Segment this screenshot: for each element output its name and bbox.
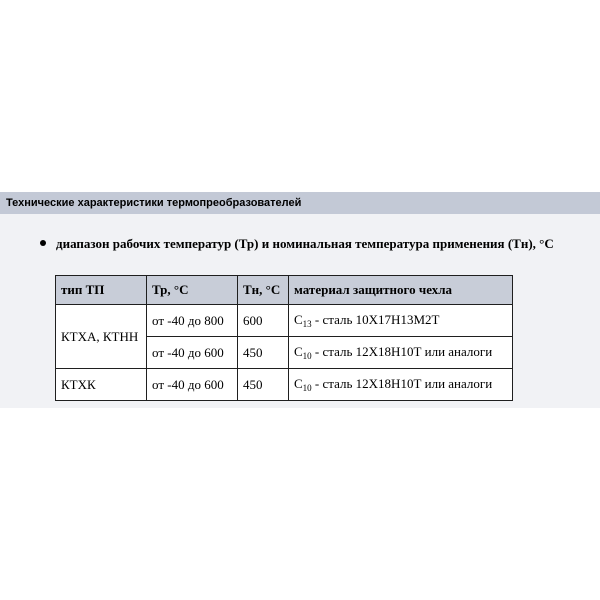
cell-tr: от -40 до 600 — [147, 337, 238, 369]
cell-tr: от -40 до 600 — [147, 369, 238, 401]
header-tr: Тр, °С — [147, 276, 238, 305]
cell-type: КТХА, КТНН — [56, 305, 147, 369]
cell-tn: 450 — [238, 337, 289, 369]
material-rest: - сталь 12Х18Н10Т или аналоги — [311, 376, 493, 391]
header-material: материал защитного чехла — [289, 276, 513, 305]
table-header-row — [56, 276, 513, 305]
material-rest: - сталь 10Х17Н13М2Т — [311, 312, 440, 327]
material-subscript: 10 — [302, 383, 312, 393]
material-subscript: 10 — [302, 351, 312, 361]
bullet-text: диапазон рабочих температур (Тр) и номинальная температура применения (Тн), °С — [56, 236, 554, 251]
cell-material — [289, 305, 513, 337]
cell-tn: 450 — [238, 369, 289, 401]
bullet-icon — [40, 240, 46, 246]
table-row — [56, 369, 513, 401]
material-subscript: 13 — [302, 319, 312, 329]
section-title: Технические характеристики термопреобразователей — [0, 192, 600, 214]
header-tn: Тн, °С — [238, 276, 289, 305]
material-prefix: С — [294, 344, 303, 359]
material-prefix: С — [294, 312, 303, 327]
cell-material — [289, 369, 513, 401]
bullet-item — [40, 236, 554, 252]
material-prefix: С — [294, 376, 303, 391]
table-row — [56, 305, 513, 337]
cell-material — [289, 337, 513, 369]
header-type: тип ТП — [56, 276, 147, 305]
specs-table — [55, 275, 513, 401]
cell-tr: от -40 до 800 — [147, 305, 238, 337]
material-rest: - сталь 12Х18Н10Т или аналоги — [311, 344, 493, 359]
cell-type: КТХК — [56, 369, 147, 401]
cell-tn: 600 — [238, 305, 289, 337]
